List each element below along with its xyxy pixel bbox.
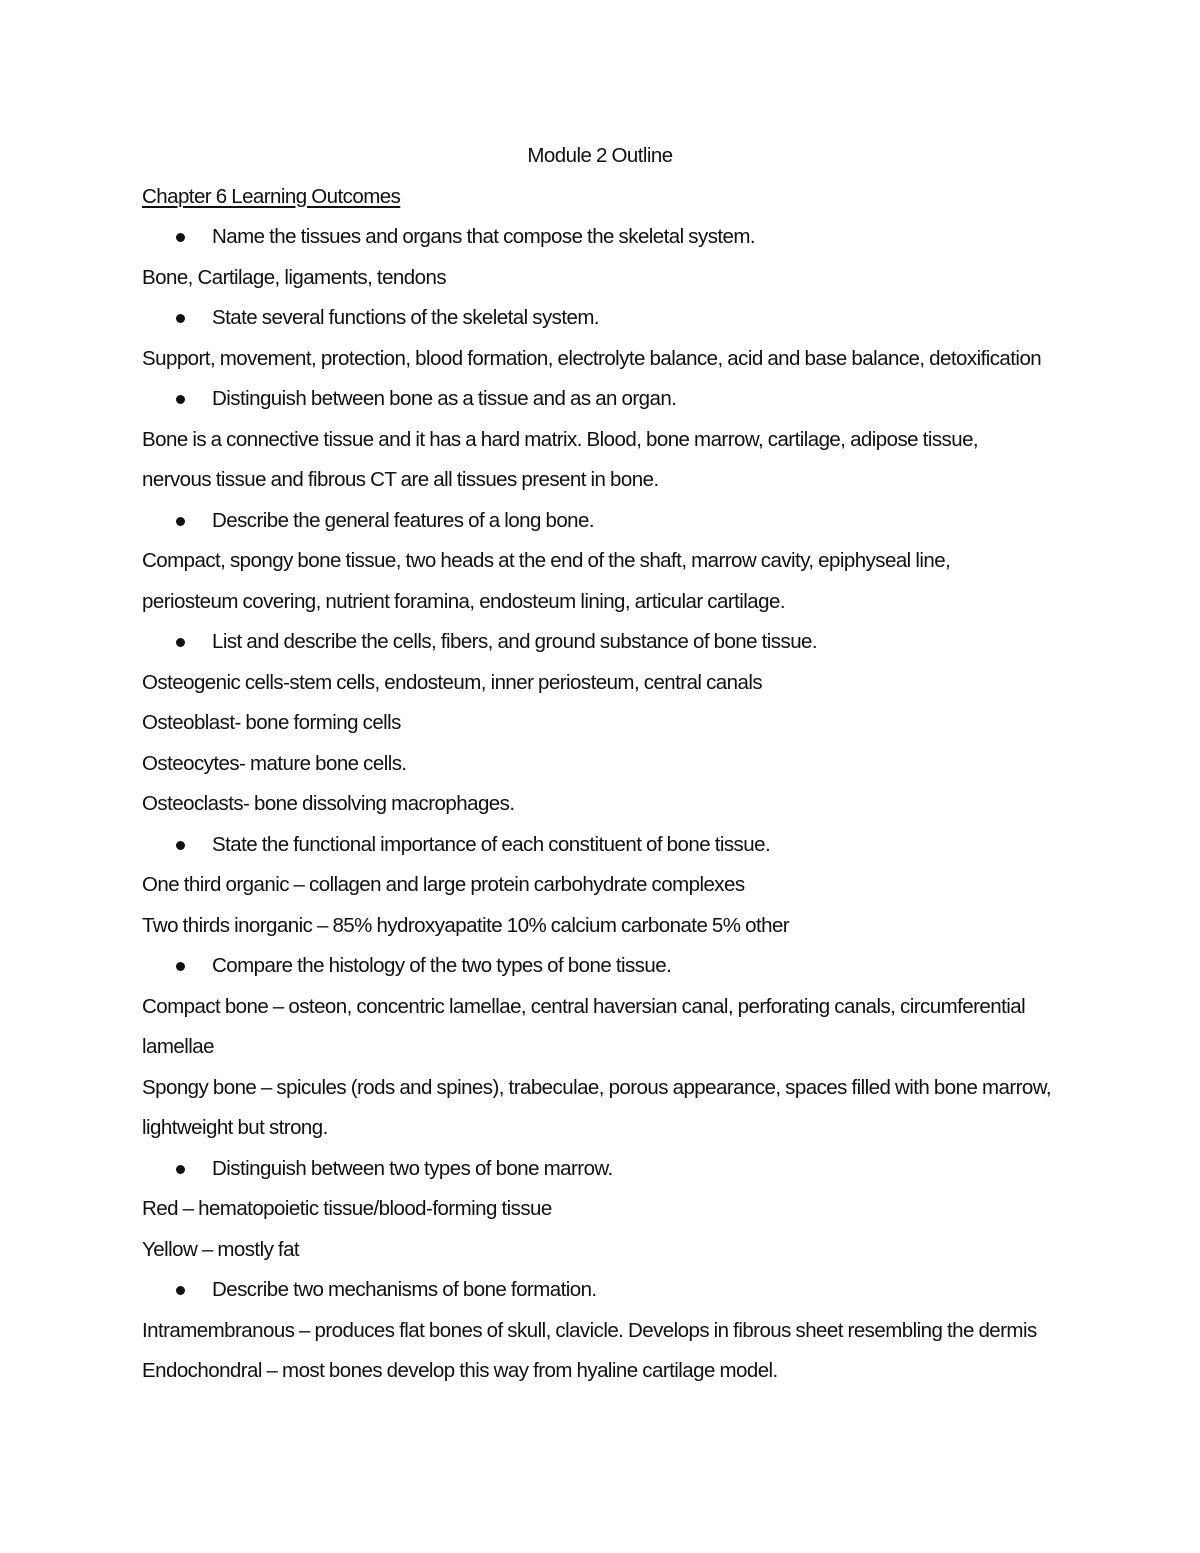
bullet-text: Describe the general features of a long bone.: [212, 508, 595, 532]
bullet-item: [142, 501, 1072, 542]
bullet-item: [142, 946, 1072, 987]
body-text-line: Bone is a connective tissue and it has a hard matrix. Blood, bone marrow, cartilage, adipose tissue,: [142, 427, 979, 451]
bullet-dot-icon: [176, 1165, 185, 1174]
bullet-dot-icon: [176, 638, 185, 647]
bullet-item: [142, 1149, 1072, 1190]
bullet-text: State several functions of the skeletal system.: [212, 306, 600, 329]
document-title: Module 2 Outline: [527, 144, 673, 167]
body-text-line: Osteoclasts- bone dissolving macrophages.: [142, 792, 515, 815]
bullet-dot-icon: [176, 1286, 185, 1295]
bullet-dot-icon: [176, 395, 185, 404]
body-text-line: Red – hematopoietic tissue/blood-forming tissue: [142, 1197, 552, 1220]
bullet-dot-icon: [176, 233, 185, 242]
body-text-line: One third organic – collagen and large protein carbohydrate complexes: [142, 873, 745, 896]
body-text-line: Compact bone – osteon, concentric lamellae, central haversian canal, perforating canals, circumferential: [142, 994, 1026, 1018]
bullet-dot-icon: [176, 962, 185, 971]
bullet-dot-icon: [176, 314, 185, 323]
bullet-text: Distinguish between bone as a tissue and as an organ.: [212, 387, 677, 410]
body-text-line: Support, movement, protection, blood formation, electrolyte balance, acid and base balance, detoxification: [142, 346, 1042, 370]
body-text-line: Osteocytes- mature bone cells.: [142, 751, 407, 775]
bullet-text: Name the tissues and organs that compose the skeletal system.: [212, 225, 756, 248]
body-text-line: Two thirds inorganic – 85% hydroxyapatite 10% calcium carbonate 5% other: [142, 913, 790, 937]
body-text-line: Osteogenic cells-stem cells, endosteum, inner periosteum, central canals: [142, 670, 763, 694]
body-text-line: periosteum covering, nutrient foramina, endosteum lining, articular cartilage.: [142, 589, 785, 613]
document-body: [142, 136, 1072, 1392]
body-text-line: Compact, spongy bone tissue, two heads at the end of the shaft, marrow cavity, epiphyseal line,: [142, 549, 951, 572]
body-text-line: lamellae: [142, 1035, 214, 1058]
body-text-line: Osteoblast- bone forming cells: [142, 711, 401, 734]
bullet-text: Distinguish between two types of bone marrow.: [212, 1156, 613, 1180]
bullet-text: Describe two mechanisms of bone formation.: [212, 1278, 597, 1301]
bullet-dot-icon: [176, 517, 185, 526]
outline-lines: [142, 217, 1072, 1392]
body-text-line: Intramembranous – produces flat bones of skull, clavicle. Develops in fibrous sheet resembling the dermis: [142, 1318, 1037, 1342]
bullet-item: [142, 622, 1072, 663]
bullet-text: List and describe the cells, fibers, and ground substance of bone tissue.: [212, 630, 818, 653]
bullet-item: [142, 298, 1072, 339]
bullet-item: [142, 1270, 1072, 1311]
body-text-line: Spongy bone – spicules (rods and spines), trabeculae, porous appearance, spaces filled with bone marrow,: [142, 1075, 1051, 1099]
section-heading: Chapter 6 Learning Outcomes: [142, 184, 401, 208]
bullet-dot-icon: [176, 841, 185, 850]
bullet-text: State the functional importance of each constituent of bone tissue.: [212, 832, 771, 856]
bullet-item: [142, 217, 1072, 258]
body-text-line: Yellow – mostly fat: [142, 1237, 300, 1261]
body-text-line: lightweight but strong.: [142, 1116, 328, 1139]
body-text-line: Endochondral – most bones develop this way from hyaline cartilage model.: [142, 1359, 778, 1382]
bullet-item: [142, 379, 1072, 420]
bullet-item: [142, 825, 1072, 866]
bullet-text: Compare the histology of the two types of bone tissue.: [212, 954, 672, 977]
body-text-line: nervous tissue and fibrous CT are all tissues present in bone.: [142, 468, 659, 491]
body-text-line: Bone, Cartilage, ligaments, tendons: [142, 265, 447, 289]
